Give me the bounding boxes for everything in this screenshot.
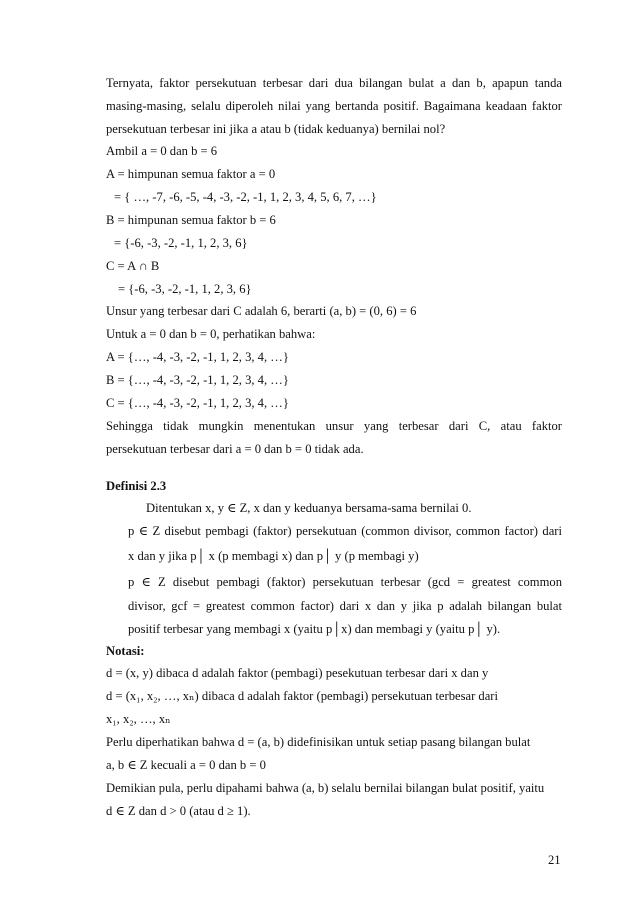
definition-line: p ∈ Z disebut pembagi (faktor) persekutuan (common divisor, common factor) dari	[128, 524, 562, 538]
paragraph-line: Ambil a = 0 dan b = 6	[106, 144, 218, 158]
paragraph-line: Unsur yang terbesar dari C adalah 6, berarti (a, b) = (0, 6) = 6	[106, 304, 417, 318]
paragraph-line: B = himpunan semua faktor b = 6	[106, 213, 276, 227]
paragraph-line: masing-masing, selalu diperoleh nilai yang bertanda positif. Bagaimana keadaan faktor	[106, 99, 562, 113]
definition-line: divisor, gcf = greatest common factor) dari x dan y jika p adalah bilangan bulat	[128, 599, 562, 613]
definition-line: positif terbesar yang membagi x (yaitu p│x) dan membagi y (yaitu p│ y).	[128, 622, 501, 636]
definition-line: x dan y jika p│ x (p membagi x) dan p│ y (p membagi y)	[128, 549, 419, 563]
set-line: = {-6, -3, -2, -1, 1, 2, 3, 6}	[118, 282, 252, 296]
paragraph-line: Ternyata, faktor persekutuan terbesar dari dua bilangan bulat a dan b, apapun tanda	[106, 76, 562, 90]
notation-line: x₁, x₂, …, xₙ	[106, 712, 171, 726]
definition-line: Ditentukan x, y ∈ Z, x dan y keduanya bersama-sama bernilai 0.	[146, 501, 472, 515]
set-line: A = {…, -4, -3, -2, -1, 1, 2, 3, 4, …}	[106, 350, 289, 364]
paragraph-line: C = A ∩ B	[106, 259, 160, 273]
paragraph-line: Demikian pula, perlu dipahami bahwa (a, b) selalu bernilai bilangan bulat positif, yaitu	[106, 781, 545, 795]
page-number: 21	[548, 853, 561, 867]
definition-line: p ∈ Z disebut pembagi (faktor) persekutuan terbesar (gcd = greatest common	[128, 575, 562, 589]
paragraph-line: Sehingga tidak mungkin menentukan unsur yang terbesar dari C, atau faktor	[106, 419, 562, 433]
notation-line: d = (x, y) dibaca d adalah faktor (pembagi) pesekutuan terbesar dari x dan y	[106, 666, 489, 680]
paragraph-line: persekutuan terbesar dari a = 0 dan b = 0 tidak ada.	[106, 442, 364, 456]
notation-line: d = (x₁, x₂, …, xₙ) dibaca d adalah faktor (pembagi) persekutuan terbesar dari	[106, 689, 498, 703]
paragraph-line: Perlu diperhatikan bahwa d = (a, b) didefinisikan untuk setiap pasang bilangan bulat	[106, 735, 531, 749]
definition-heading: Definisi 2.3	[106, 479, 167, 493]
set-line: = {-6, -3, -2, -1, 1, 2, 3, 6}	[114, 236, 248, 250]
set-line: B = {…, -4, -3, -2, -1, 1, 2, 3, 4, …}	[106, 373, 289, 387]
notation-heading: Notasi:	[106, 644, 145, 658]
paragraph-line: d ∈ Z dan d > 0 (atau d ≥ 1).	[106, 804, 251, 818]
paragraph-line: Untuk a = 0 dan b = 0, perhatikan bahwa:	[106, 327, 316, 341]
paragraph-line: a, b ∈ Z kecuali a = 0 dan b = 0	[106, 758, 266, 772]
paragraph-line: persekutuan terbesar ini jika a atau b (tidak keduanya) bernilai nol?	[106, 122, 446, 136]
paragraph-line: A = himpunan semua faktor a = 0	[106, 167, 276, 181]
set-line: C = {…, -4, -3, -2, -1, 1, 2, 3, 4, …}	[106, 396, 289, 410]
set-line: = { …, -7, -6, -5, -4, -3, -2, -1, 1, 2, 3, 4, 5, 6, 7, …}	[114, 190, 377, 204]
